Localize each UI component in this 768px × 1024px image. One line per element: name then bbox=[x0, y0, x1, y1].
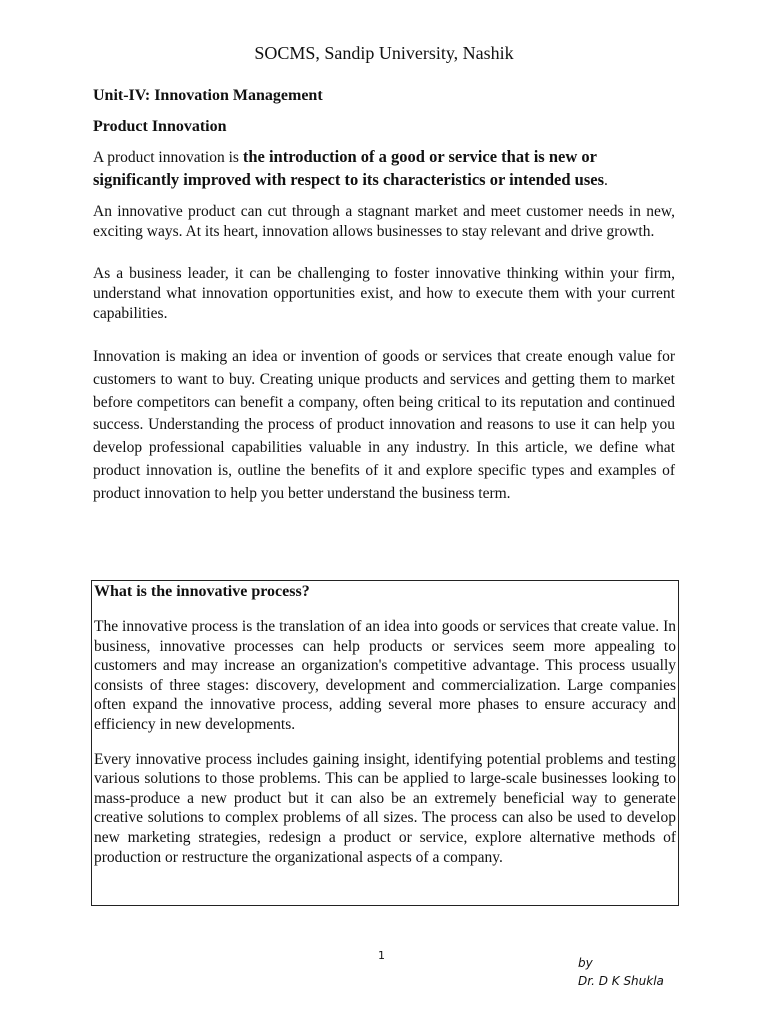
definition-suffix: . bbox=[604, 172, 608, 189]
definition-bold: the introduction of a good or service that is new or significantly improved with respect to its characteristics or intended uses bbox=[93, 147, 605, 189]
definition-paragraph bbox=[93, 146, 675, 192]
page-header: SOCMS, Sandip University, Nashik bbox=[254, 43, 514, 63]
definition-prefix: A product innovation is bbox=[93, 149, 243, 166]
author-signature bbox=[578, 954, 664, 990]
innovative-process-box bbox=[91, 580, 679, 906]
paragraph-innovative-product: An innovative product can cut through a stagnant market and meet customer needs in new, exciting ways. At its heart, innovation allows businesses to stay relevant and drive growth. bbox=[93, 203, 675, 240]
box-paragraph-insight: Every innovative process includes gaining insight, identifying potential problems and testing various solutions to those problems. This can be applied to large-scale businesses looking to mass-produce a new product but it can also be an extremely beneficial way to generate creative solutions to complex problems of all sizes. The process can also be used to develop new marketing strategies, redesign a product or service, explore alternative methods of production or restructure the organizational aspects of a company. bbox=[94, 750, 676, 866]
author-name: Dr. D K Shukla bbox=[578, 974, 664, 988]
box-paragraph-translation: The innovative process is the translation of an idea into goods or services that create value. In business, innovative processes can help products or services seem more appealing to customers and may increase an organization's competitive advantage. This process usually consists of three stages: discovery, development and commercialization. Large companies often expand the innovative process, adding several more phases to ensure accuracy and efficiency in new developments. bbox=[94, 618, 676, 733]
document-content bbox=[93, 87, 675, 517]
unit-title: Unit-IV: Innovation Management bbox=[93, 87, 323, 104]
paragraph-business-leader: As a business leader, it can be challenging to foster innovative thinking within your firm, understand what innovation opportunities exist, and how to execute them with your current capabilities. bbox=[93, 265, 675, 322]
box-title: What is the innovative process? bbox=[94, 583, 310, 600]
author-by-label: by bbox=[578, 956, 593, 970]
paragraph-innovation-definition: Innovation is making an idea or invention of goods or services that create enough value for customers to want to buy. Creating unique products and services and getting them to market before competitors can benefit a company, often being critical to its reputation and continued success. Understanding the process of product innovation and reasons to use it can help you develop professional capabilities valuable in any industry. In this article, we define what product innovation is, outline the benefits of it and explore specific types and examples of product innovation to help you better understand the business term. bbox=[93, 348, 675, 502]
page-number: 1 bbox=[378, 949, 385, 962]
section-title: Product Innovation bbox=[93, 118, 227, 135]
